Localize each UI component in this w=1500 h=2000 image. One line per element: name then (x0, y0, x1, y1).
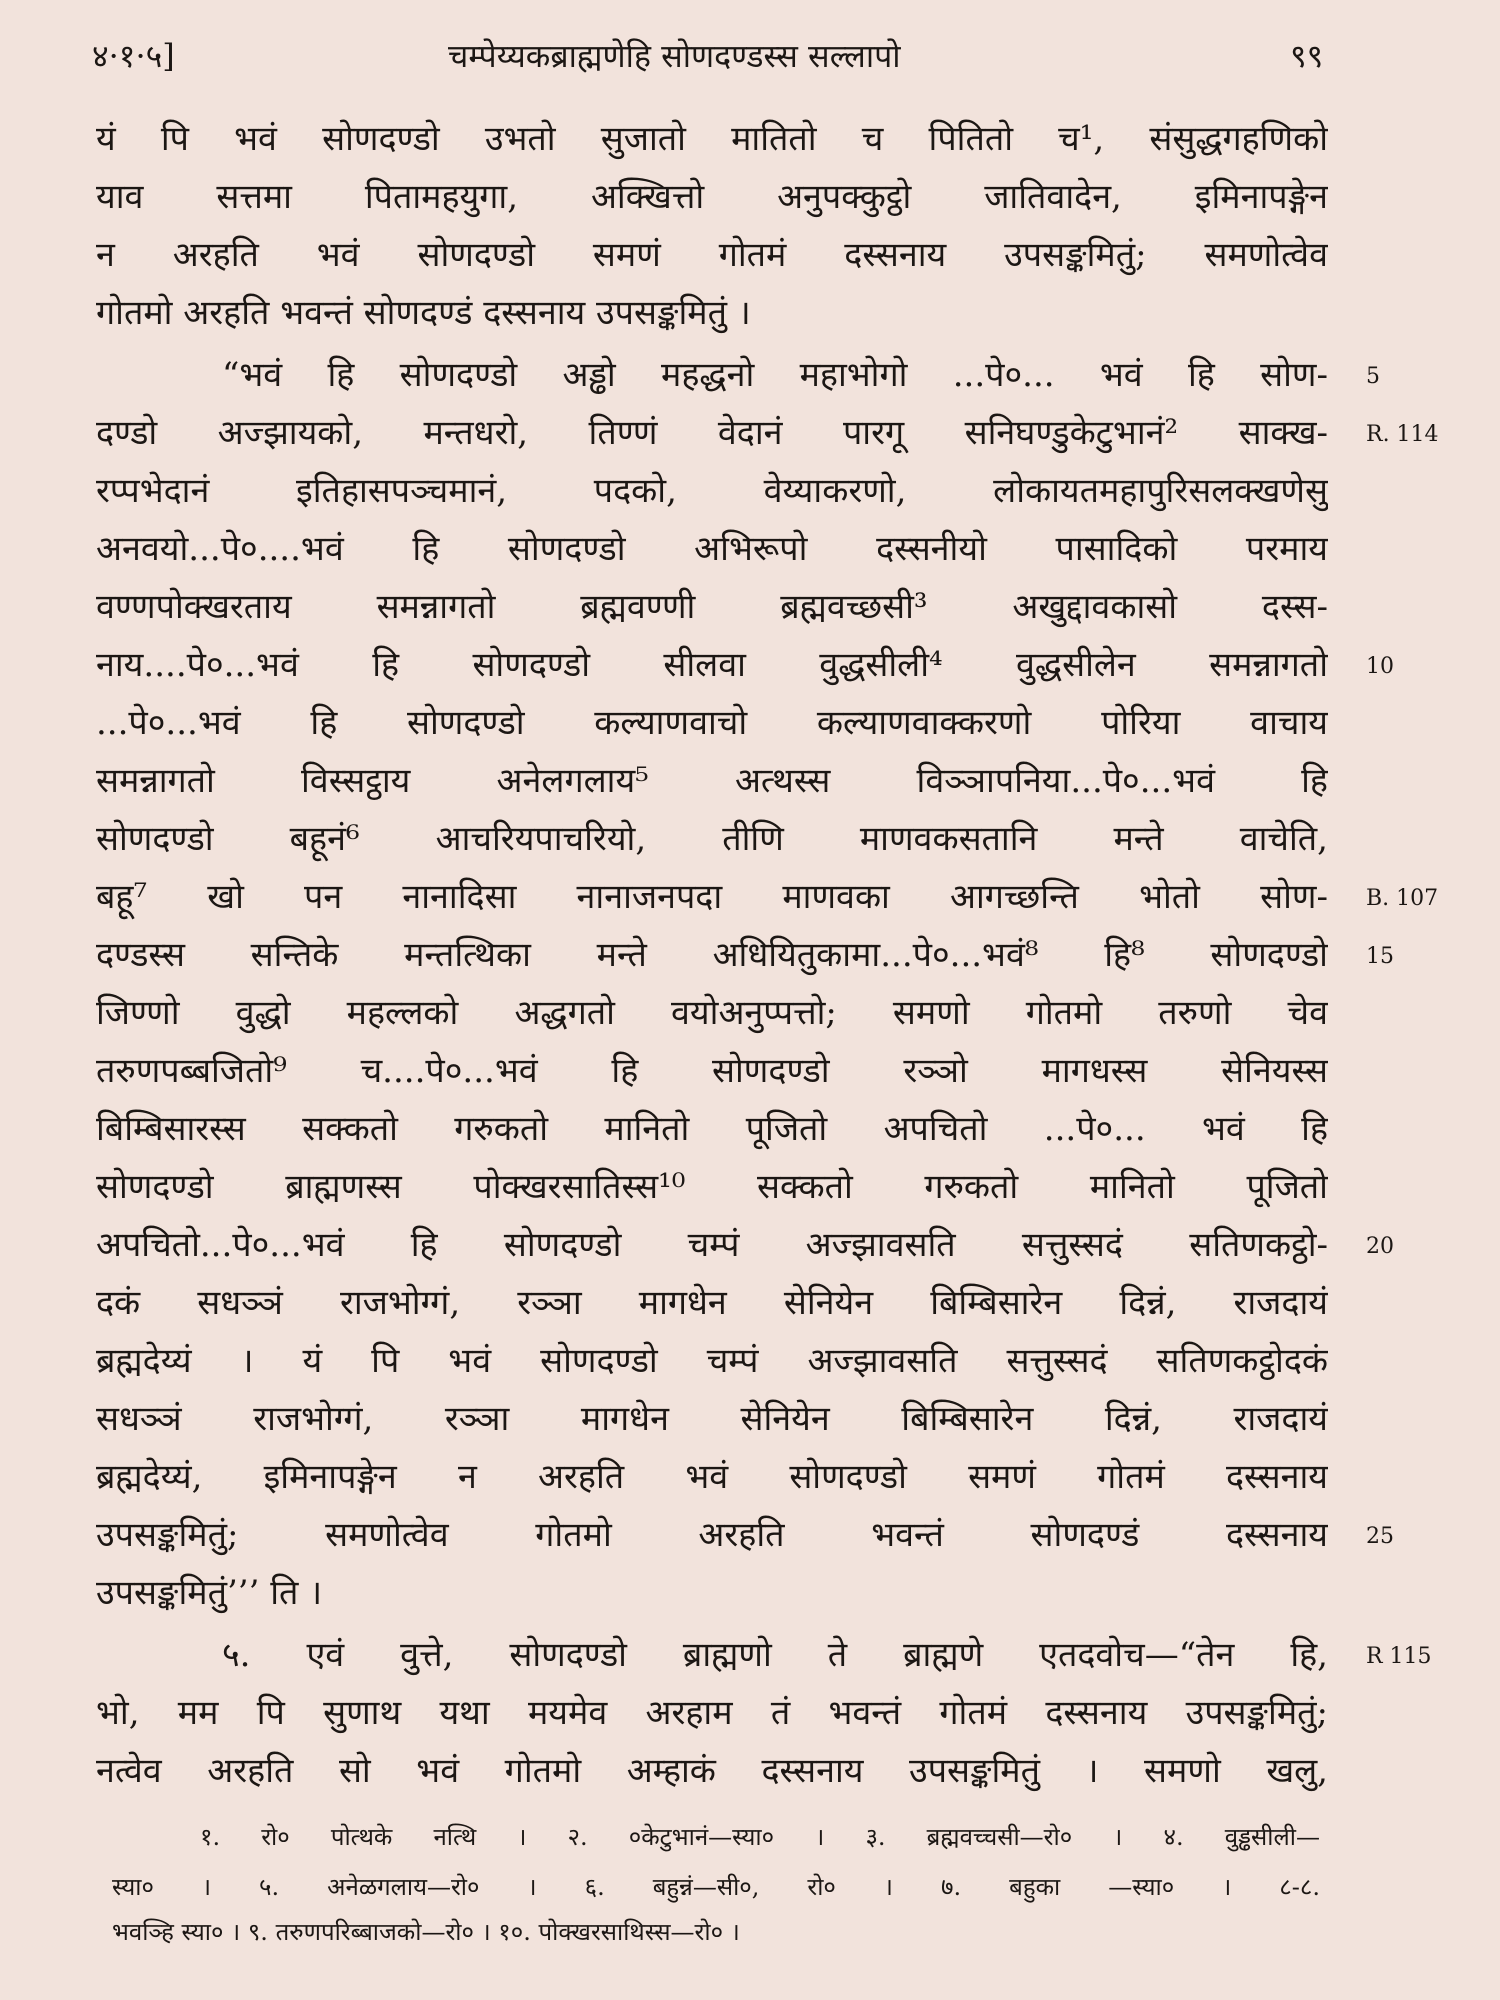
text-line: दण्डो अज्झायको, मन्तधरो, तिण्णं वेदानं पारगू सनिघण्डुकेटुभानं² साक्ख- (96, 413, 1328, 453)
text-line: नत्वेव अरहति सो भवं गोतमो अम्हाकं दस्सनाय उपसङ्कमितुं । समणो खलु, (96, 1751, 1328, 1791)
text-line: समन्नागतो विस्सट्ठाय अनेलगलाय⁵ अत्थस्स विञ्ञापनिया...पे०...भवं हि (96, 761, 1328, 801)
margin-number: 10 (1366, 654, 1394, 679)
text-line: दण्डस्स सन्तिके मन्तत्थिका मन्ते अधियितुकामा...पे०...भवं⁸ हि⁸ सोणदण्डो (96, 935, 1328, 975)
text-line: सोणदण्डो ब्राह्मणस्स पोक्खरसातिस्स¹⁰ सक्कतो गरुकतो मानितो पूजितो (96, 1167, 1328, 1207)
text-line: अनवयो...पे०....भवं हि सोणदण्डो अभिरूपो दस्सनीयो पासादिको परमाय (96, 529, 1328, 569)
text-line: रप्पभेदानं इतिहासपञ्चमानं, पदको, वेय्याकरणो, लोकायतमहापुरिसलक्खणेसु (96, 471, 1328, 511)
text-line: “भवं हि सोणदण्डो अड्ढो महद्धनो महाभोगो ...पे०... भवं हि सोण- (222, 355, 1328, 395)
text-line: सधञ्ञं राजभोग्गं, रञ्ञा मागधेन सेनियेन बिम्बिसारेन दिन्नं, राजदायं (96, 1399, 1328, 1439)
text-line: नाय....पे०...भवं हि सोणदण्डो सीलवा वुद्धसीली⁴ वुद्धसीलेन समन्नागतो (96, 645, 1328, 685)
margin-number: 25 (1366, 1524, 1394, 1549)
margin-number: 20 (1366, 1234, 1394, 1259)
text-line: गोतमो अरहति भवन्तं सोणदण्डं दस्सनाय उपसङ्कमितुं । (96, 293, 751, 333)
text-line: तरुणपब्बजितो⁹ च....पे०...भवं हि सोणदण्डो रञ्ञो मागधस्स सेनियस्स (96, 1051, 1328, 1091)
text-line: न अरहति भवं सोणदण्डो समणं गोतमं दस्सनाय उपसङ्कमितुं; समणोत्वेव (96, 235, 1328, 275)
text-line: ब्रह्मदेय्यं, इमिनापङ्गेन न अरहति भवं सोणदण्डो समणं गोतमं दस्सनाय (96, 1457, 1328, 1497)
text-line: दकं सधञ्ञं राजभोग्गं, रञ्ञा मागधेन सेनियेन बिम्बिसारेन दिन्नं, राजदायं (96, 1283, 1328, 1323)
text-line: ब्रह्मदेय्यं । यं पि भवं सोणदण्डो चम्पं अज्झावसति सत्तुस्सदं सतिणकट्ठोदकं (96, 1341, 1328, 1381)
margin-number: R. 114 (1366, 422, 1439, 447)
text-line: ...पे०...भवं हि सोणदण्डो कल्याणवाचो कल्याणवाक्करणो पोरिया वाचाय (96, 703, 1328, 743)
running-title: चम्पेय्यकब्राह्मणेहि सोणदण्डस्स सल्लापो (448, 37, 901, 75)
text-line: ५. एवं वुत्ते, सोणदण्डो ब्राह्मणो ते ब्राह्मणे एतदवोच—“तेन हि, (222, 1635, 1328, 1675)
margin-number: 5 (1366, 364, 1380, 389)
text-line: वण्णपोक्खरताय समन्नागतो ब्रह्मवण्णी ब्रह्मवच्छसी³ अखुद्दावकासो दस्स- (96, 587, 1328, 627)
footnote-line: भवञ्हि स्या० । ९. तरुणपरिब्बाजको—रो० । १०. पोक्खरसाथिस्स—रो० । (112, 1918, 740, 1946)
footnote-line: स्या० । ५. अनेळगलाय—रो० । ६. बहुन्नं—सी०, रो० । ७. बहुका —स्या० । ८-८. (112, 1873, 1320, 1901)
text-line: बिम्बिसारस्स सक्कतो गरुकतो मानितो पूजितो अपचितो ...पे०... भवं हि (96, 1109, 1328, 1149)
text-line: उपसङ्कमितुं’’’ ति । (96, 1573, 323, 1613)
section-reference: ४·१·५] (92, 37, 175, 75)
margin-number: B. 107 (1366, 886, 1439, 911)
text-line: भो, मम पि सुणाथ यथा मयमेव अरहाम तं भवन्तं गोतमं दस्सनाय उपसङ्कमितुं; (96, 1693, 1328, 1733)
margin-number: 15 (1366, 944, 1394, 969)
text-line: अपचितो...पे०...भवं हि सोणदण्डो चम्पं अज्झावसति सत्तुस्सदं सतिणकट्ठो- (96, 1225, 1328, 1265)
text-line: याव सत्तमा पितामहयुगा, अक्खित्तो अनुपक्कुट्ठो जातिवादेन, इमिनापङ्गेन (96, 177, 1328, 217)
margin-number: R 115 (1366, 1644, 1432, 1669)
text-line: जिण्णो वुद्धो महल्लको अद्धगतो वयोअनुप्पत्तो; समणो गोतमो तरुणो चेव (96, 993, 1328, 1033)
text-line: यं पि भवं सोणदण्डो उभतो सुजातो मातितो च पितितो च¹, संसुद्धगहणिको (96, 119, 1328, 159)
text-line: सोणदण्डो बहूनं⁶ आचरियपाचरियो, तीणि माणवकसतानि मन्ते वाचेति, (96, 819, 1328, 859)
page-number: ९९ (1290, 37, 1324, 75)
text-line: बहू⁷ खो पन नानादिसा नानाजनपदा माणवका आगच्छन्ति भोतो सोण- (96, 877, 1328, 917)
footnote-line: १. रो० पोत्थके नत्थि । २. ०केटुभानं—स्या० । ३. ब्रह्मवच्चसी—रो० । ४. वुड्ढसीली— (200, 1823, 1320, 1851)
text-line: उपसङ्कमितुं; समणोत्वेव गोतमो अरहति भवन्तं सोणदण्डं दस्सनाय (96, 1515, 1328, 1555)
